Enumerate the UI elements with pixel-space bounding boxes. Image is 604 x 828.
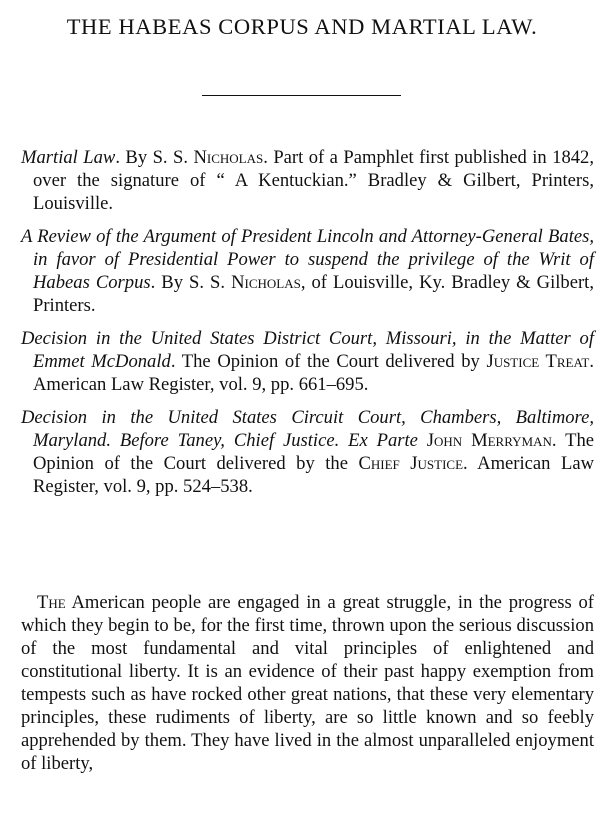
reference-item (21, 225, 594, 317)
reference-connector: . By S. S. (150, 272, 232, 293)
body-paragraph (21, 591, 594, 775)
reference-item (21, 406, 594, 498)
reference-title: Decision in the United States District Court, Missouri, in the Matter of Emmet McDonald (21, 328, 594, 372)
body-lead-word: The (37, 592, 66, 613)
reference-item (21, 327, 594, 396)
reference-connector (418, 430, 427, 451)
reference-details: . American Law Register, vol. 9, pp. 661–695. (33, 351, 595, 395)
reference-author: Chief Justice (358, 453, 464, 474)
reference-details: . American Law Register, vol. 9, pp. 524–538. (33, 453, 594, 497)
reference-connector: . By S. S. (115, 147, 194, 168)
reference-details: , of Louisville, Ky. Bradley & Gilbert, Printers. (33, 272, 594, 316)
reference-author: Justice Treat (486, 351, 590, 372)
body-text: American people are engaged in a great struggle, in the progress of which they begin to be, for the first time, thrown upon the serious discussion of the most fundamental and vital principles of enlightened and constitutional liberty. It is an evidence of their past happy exemption from tempests such as have rocked other great nations, that these very elementary principles, these rudiments of liberty, are so little known and so feebly apprehended by them. They have lived in the almost unparalleled enjoyment of liberty, (21, 592, 594, 774)
reference-list (21, 146, 594, 508)
reference-item (21, 146, 594, 215)
reference-title: A Review of the Argument of President Lincoln and Attorney-General Bates, in favor of Presidential Power to suspend the privilege of the Writ of Habeas Corpus (21, 226, 594, 293)
reference-details: . Part of a Pamphlet first published in 1842, over the signature of “ A Kentuckian.” Bradley & Gilbert, Printers, Louisville. (33, 147, 594, 214)
article-title: THE HABEAS CORPUS AND MARTIAL LAW. (66, 14, 538, 39)
reference-author: Nicholas (193, 147, 264, 168)
reference-title: Decision in the United States Circuit Court, Chambers, Baltimore, Maryland. Before Taney, Chief Justice. Ex Parte (21, 407, 594, 451)
reference-author: Nicholas (231, 272, 301, 293)
title-divider (202, 95, 401, 96)
reference-author: John Merryman (426, 430, 552, 451)
reference-connector: . The Opinion of the Court delivered by the (33, 430, 594, 474)
reference-connector: . The Opinion of the Court delivered by (170, 351, 487, 372)
reference-title: Martial Law (21, 147, 116, 168)
